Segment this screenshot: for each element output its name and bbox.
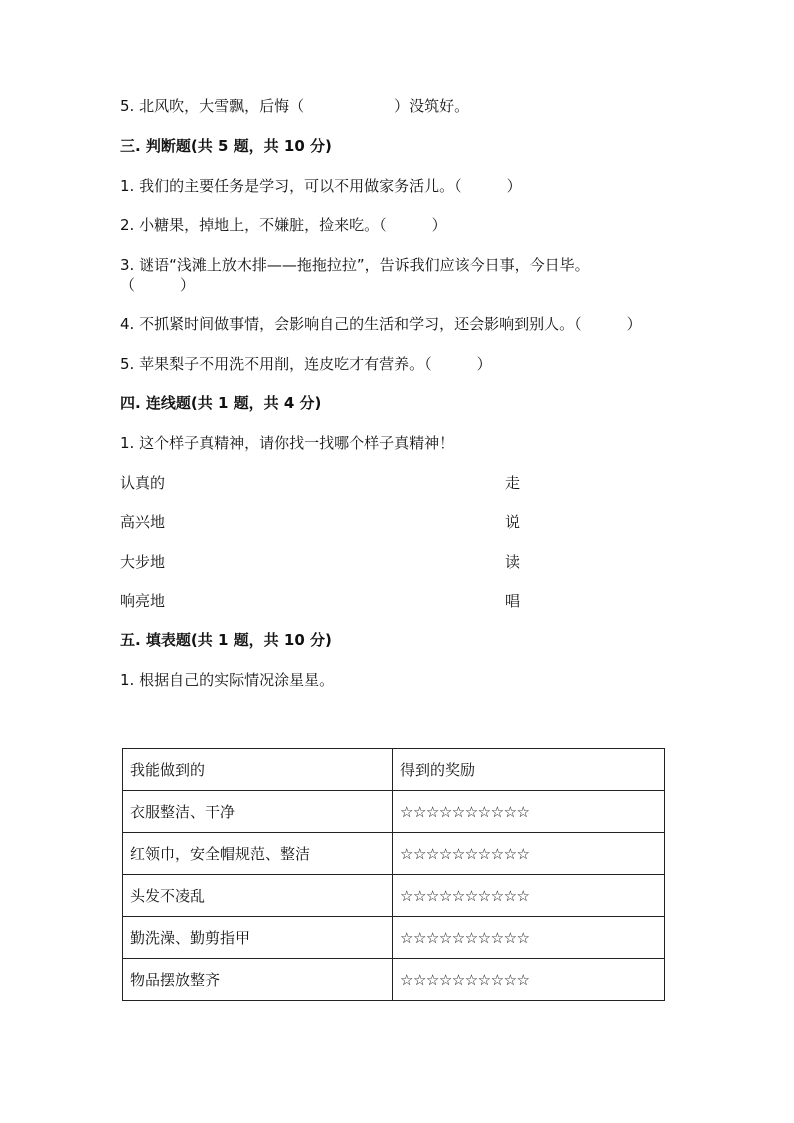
section-3-title: 三. 判断题(共 5 题，共 10 分)	[120, 137, 332, 155]
judge-question-4: 4. 不抓紧时间做事情，会影响自己的生活和学习，还会影响到别人。（ ）	[120, 315, 642, 333]
table-cell-behavior: 头发不凌乱	[123, 875, 393, 917]
table-question-1: 1. 根据自己的实际情况涂星星。	[120, 671, 335, 689]
match-left-item: 响亮地	[120, 592, 166, 610]
match-left-item: 大步地	[120, 553, 166, 571]
table-row	[123, 917, 665, 959]
match-right-item: 唱	[505, 592, 521, 610]
table-row	[123, 833, 665, 875]
table-cell-stars[interactable]: ☆☆☆☆☆☆☆☆☆☆	[393, 917, 665, 959]
table-header-row	[123, 749, 665, 791]
match-right-item: 走	[505, 474, 521, 492]
table-cell-stars[interactable]: ☆☆☆☆☆☆☆☆☆☆	[393, 875, 665, 917]
table-header: 我能做到的	[123, 749, 393, 791]
section-5-title: 五. 填表题(共 1 题，共 10 分)	[120, 631, 332, 649]
judge-question-2: 2. 小糖果，掉地上，不嫌脏，捡来吃。（ ）	[120, 216, 447, 234]
table-cell-stars[interactable]: ☆☆☆☆☆☆☆☆☆☆	[393, 791, 665, 833]
fill-blank-question-5: 5. 北风吹，大雪飘，后悔（ ）没筑好。	[120, 97, 470, 115]
match-left-item: 认真的	[120, 474, 166, 492]
match-left-item: 高兴地	[120, 513, 166, 531]
table-cell-stars[interactable]: ☆☆☆☆☆☆☆☆☆☆	[393, 833, 665, 875]
table-cell-stars[interactable]: ☆☆☆☆☆☆☆☆☆☆	[393, 959, 665, 1001]
judge-question-1: 1. 我们的主要任务是学习，可以不用做家务活儿。（ ）	[120, 177, 522, 195]
match-right-item: 说	[505, 513, 521, 531]
table-row	[123, 791, 665, 833]
table-row	[123, 875, 665, 917]
section-4-title: 四. 连线题(共 1 题，共 4 分)	[120, 394, 322, 412]
table-cell-behavior: 物品摆放整齐	[123, 959, 393, 1001]
star-rating-table	[122, 748, 665, 1001]
table-row	[123, 959, 665, 1001]
table-header: 得到的奖励	[393, 749, 665, 791]
table-cell-behavior: 红领巾，安全帽规范、整洁	[123, 833, 393, 875]
judge-question-3: 3. 谜语“浅滩上放木排——拖拖拉拉”，告诉我们应该今日事，今日毕。	[120, 256, 590, 274]
table-cell-behavior: 衣服整洁、干净	[123, 791, 393, 833]
match-right-item: 读	[505, 553, 521, 571]
table-cell-behavior: 勤洗澡、勤剪指甲	[123, 917, 393, 959]
judge-question-5: 5. 苹果梨子不用洗不用削，连皮吃才有营养。（ ）	[120, 355, 492, 373]
judge-question-3-blank: （ ）	[120, 276, 196, 294]
match-question-1: 1. 这个样子真精神，请你找一找哪个样子真精神！	[120, 434, 455, 452]
